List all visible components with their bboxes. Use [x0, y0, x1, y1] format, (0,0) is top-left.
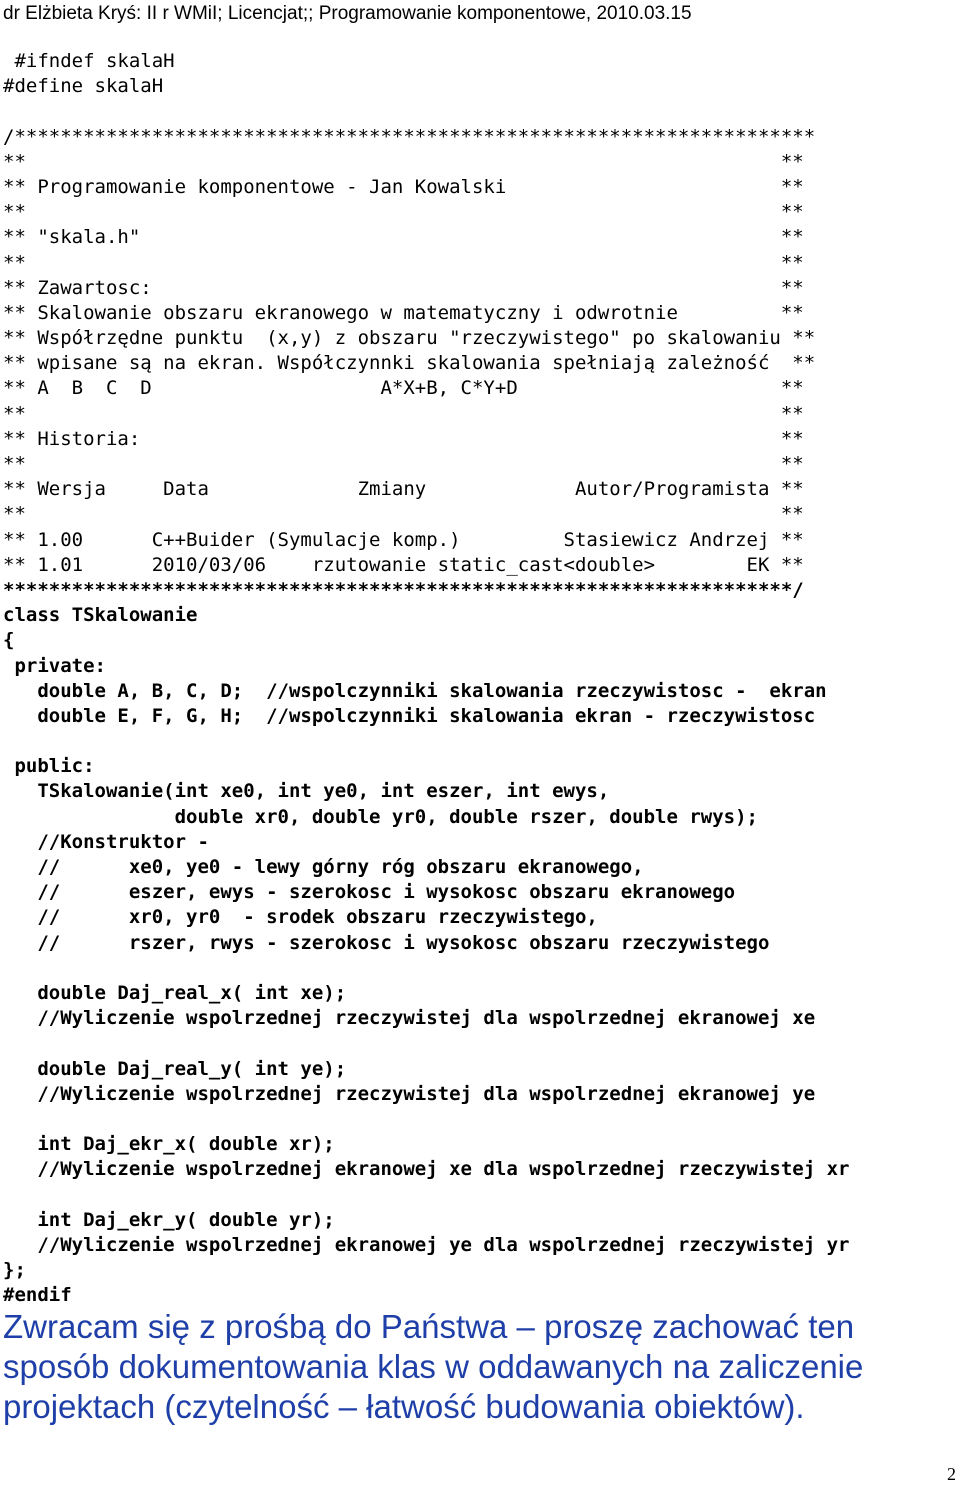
code-line: ** Współrzędne punktu (x,y) z obszaru "rzeczywistego" po skalowaniu ** — [3, 327, 816, 350]
code-line: //Wyliczenie wspolrzednej rzeczywistej dla wspolrzednej ekranowej xe — [3, 1007, 816, 1030]
code-line: // xr0, yr0 - srodek obszaru rzeczywistego, — [3, 906, 598, 929]
code-line: double E, F, G, H; //wspolczynniki skalowania ekran - rzeczywistosc — [3, 704, 816, 727]
page-number: 2 — [947, 1464, 956, 1484]
code-line: ** 1.01 2010/03/06 rzutowanie static_cast<double> EK ** — [3, 553, 804, 576]
code-listing — [3, 49, 849, 1308]
code-line: ** 1.00 C++Buider (Symulacje komp.) Stasiewicz Andrzej ** — [3, 528, 804, 551]
code-line: class TSkalowanie — [3, 604, 198, 627]
code-line: ** Historia: ** — [3, 427, 804, 450]
code-line: double xr0, double yr0, double rszer, double rwys); — [3, 805, 758, 828]
code-line: ** Programowanie komponentowe - Jan Kowalski ** — [3, 175, 804, 198]
code-line — [3, 1107, 849, 1132]
code-line — [3, 99, 849, 124]
code-line — [3, 956, 849, 981]
code-line: double Daj_real_y( int ye); — [3, 1057, 347, 1080]
code-line: // rszer, rwys - szerokosc i wysokosc obszaru rzeczywistego — [3, 931, 770, 954]
code-line: //Konstruktor - — [3, 830, 209, 853]
code-line: #endif — [3, 1284, 72, 1307]
code-line: //Wyliczenie wspolrzednej ekranowej ye dla wspolrzednej rzeczywistej yr — [3, 1233, 850, 1256]
code-line: #ifndef skalaH — [3, 50, 175, 72]
code-line: public: — [3, 755, 95, 778]
code-line: ** Zawartosc: ** — [3, 276, 804, 299]
code-line: //Wyliczenie wspolrzednej rzeczywistej dla wspolrzednej ekranowej ye — [3, 1082, 816, 1105]
code-line: ** Skalowanie obszaru ekranowego w matematyczny i odwrotnie ** — [3, 301, 804, 324]
code-line: { — [3, 629, 15, 652]
code-line: ** Wersja Data Zmiany Autor/Programista ** — [3, 478, 804, 501]
code-line: // xe0, ye0 - lewy górny róg obszaru ekranowego, — [3, 856, 644, 878]
code-line: ** ** — [3, 503, 804, 526]
code-line: ** ** — [3, 251, 804, 274]
page-header: dr Elżbieta Kryś: II r WMiI; Licencjat;; Programowanie komponentowe, 2010.03.15 — [3, 3, 692, 24]
code-line: int Daj_ekr_y( double yr); — [3, 1208, 335, 1231]
code-line: ** ** — [3, 201, 804, 224]
instruction-note: Zwracam się z prośbą do Państwa – proszę zachować ten sposób dokumentowania klas w oddawanych na zaliczenie projektach (czytelność – łatwość budowania obiektów). — [3, 1308, 864, 1425]
code-line: }; — [3, 1259, 26, 1281]
code-line: TSkalowanie(int xe0, int ye0, int eszer, int ewys, — [3, 780, 610, 803]
code-line: *********************************************************************/ — [3, 578, 804, 601]
code-line — [3, 729, 849, 754]
code-line: ** A B C D A*X+B, C*Y+D ** — [3, 377, 804, 400]
code-line — [3, 1182, 849, 1207]
code-line: ** ** — [3, 402, 804, 425]
code-line: #define skalaH — [3, 75, 164, 98]
code-line: ** wpisane są na ekran. Współczynnki skalowania spełniają zależność ** — [3, 352, 816, 375]
code-line: // eszer, ewys - szerokosc i wysokosc obszaru ekranowego — [3, 881, 736, 904]
code-line: double A, B, C, D; //wspolczynniki skalowania rzeczywistosc - ekran — [3, 679, 827, 702]
code-line: double Daj_real_x( int xe); — [3, 981, 347, 1004]
code-line: //Wyliczenie wspolrzednej ekranowej xe dla wspolrzednej rzeczywistej xr — [3, 1158, 850, 1181]
code-line: int Daj_ekr_x( double xr); — [3, 1133, 335, 1156]
code-line: ** "skala.h" ** — [3, 226, 804, 249]
code-line: ** ** — [3, 150, 804, 173]
code-line: private: — [3, 654, 106, 677]
code-line: ** ** — [3, 453, 804, 475]
code-line — [3, 1031, 849, 1056]
code-line: /********************************************************************** — [3, 125, 816, 148]
